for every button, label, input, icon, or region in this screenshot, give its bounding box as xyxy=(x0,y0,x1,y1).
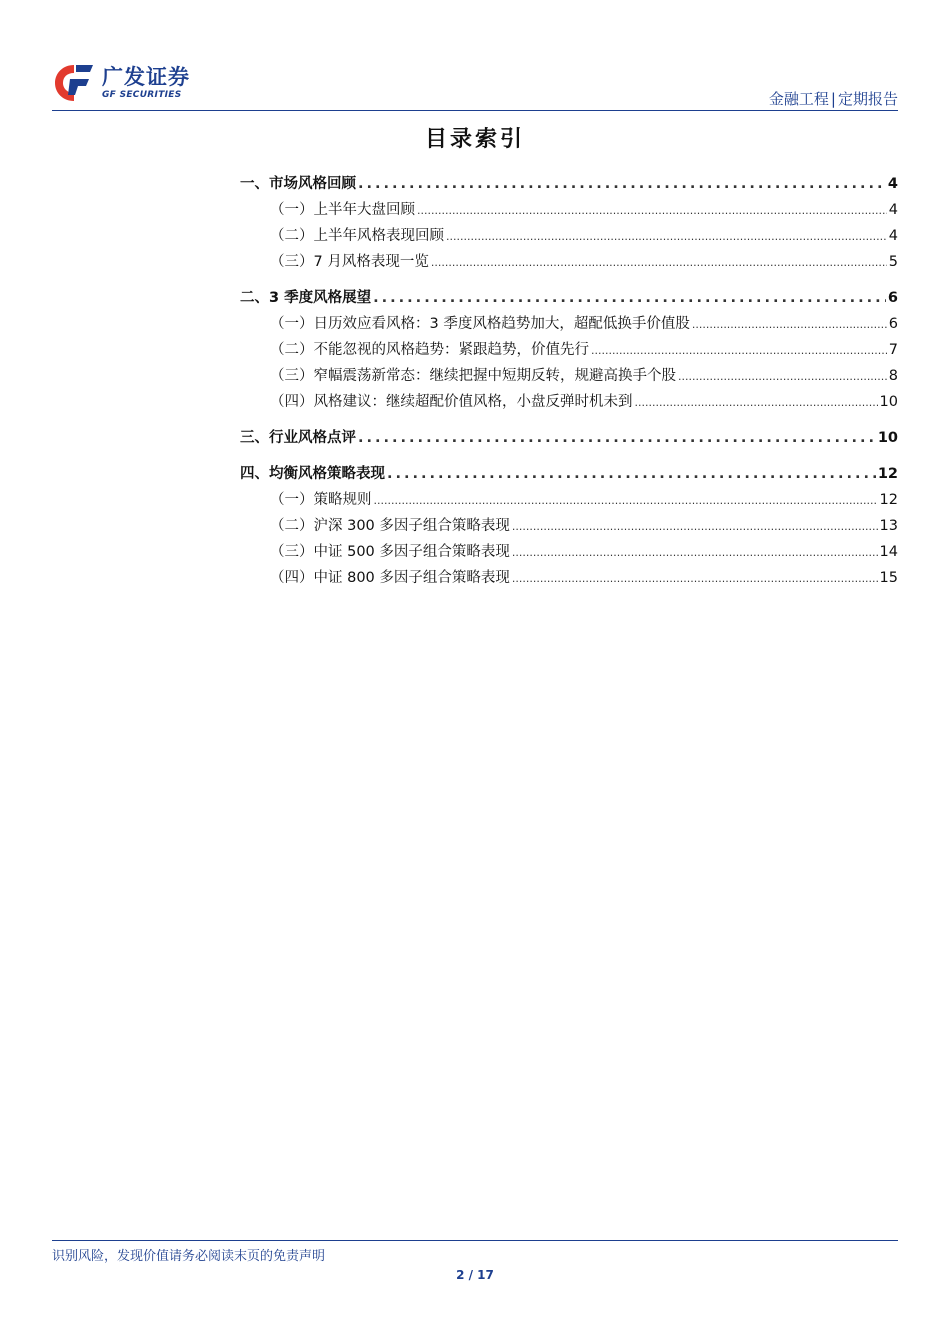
toc-page-number: 7 xyxy=(888,342,898,358)
toc-section-1[interactable] xyxy=(240,172,898,198)
toc-page-number: 8 xyxy=(888,368,898,384)
toc-page-number: 12 xyxy=(879,492,898,508)
toc-section-4[interactable] xyxy=(240,462,898,488)
toc-section-2[interactable] xyxy=(240,286,898,312)
toc-item-1-3[interactable] xyxy=(240,250,898,276)
toc-item-4-3[interactable] xyxy=(240,540,898,566)
dot-leader xyxy=(417,204,887,217)
dot-leader xyxy=(387,466,876,482)
gf-logo-icon xyxy=(52,62,96,104)
dot-leader xyxy=(374,494,878,507)
toc-item-2-4[interactable] xyxy=(240,390,898,416)
dot-leader xyxy=(635,396,878,409)
toc-item-4-2[interactable] xyxy=(240,514,898,540)
dot-leader xyxy=(373,290,886,306)
toc-item-2-2[interactable] xyxy=(240,338,898,364)
footer-disclaimer: 识别风险，发现价值请务必阅读末页的免责声明 xyxy=(52,1249,326,1264)
toc-item-4-4[interactable] xyxy=(240,566,898,592)
page-indicator: 2 / 17 xyxy=(456,1268,494,1282)
toc-item-2-1[interactable] xyxy=(240,312,898,338)
footer-divider xyxy=(52,1240,898,1241)
toc-section-label: 三、行业风格点评 xyxy=(240,430,356,446)
toc-item-label: （三）7 月风格表现一览 xyxy=(270,254,429,270)
header-divider xyxy=(52,110,898,111)
report-category xyxy=(769,88,898,109)
dot-leader xyxy=(358,430,876,446)
company-logo xyxy=(52,62,190,104)
toc-item-2-3[interactable] xyxy=(240,364,898,390)
toc-item-label: （四）中证 800 多因子组合策略表现 xyxy=(270,570,510,586)
toc-section-label: 二、3 季度风格展望 xyxy=(240,290,372,306)
toc-page-number: 12 xyxy=(877,466,898,482)
table-of-contents xyxy=(240,172,898,592)
toc-page-number: 4 xyxy=(888,228,898,244)
report-type-label: 定期报告 xyxy=(837,90,898,108)
dot-leader xyxy=(692,318,887,331)
toc-item-label: （三）窄幅震荡新常态：继续把握中短期反转，规避高换手个股 xyxy=(270,368,676,384)
toc-page-number: 5 xyxy=(888,254,898,270)
toc-item-label: （二）沪深 300 多因子组合策略表现 xyxy=(270,518,510,534)
toc-item-label: （一）上半年大盘回顾 xyxy=(270,202,415,218)
toc-page-number: 6 xyxy=(887,290,898,306)
toc-page-number: 13 xyxy=(879,518,898,534)
toc-item-label: （一）日历效应看风格：3 季度风格趋势加大，超配低换手价值股 xyxy=(270,316,690,332)
header-separator: | xyxy=(830,90,836,108)
department-label: 金融工程 xyxy=(768,90,829,108)
toc-section-3[interactable] xyxy=(240,426,898,452)
toc-item-label: （四）风格建议：继续超配价值风格，小盘反弹时机未到 xyxy=(270,394,633,410)
toc-item-1-2[interactable] xyxy=(240,224,898,250)
dot-leader xyxy=(358,176,886,192)
toc-page-number: 14 xyxy=(879,544,898,560)
toc-section-label: 四、均衡风格策略表现 xyxy=(240,466,385,482)
toc-page-number: 4 xyxy=(888,202,898,218)
dot-leader xyxy=(678,370,887,383)
toc-item-1-1[interactable] xyxy=(240,198,898,224)
dot-leader xyxy=(431,256,887,269)
toc-item-4-1[interactable] xyxy=(240,488,898,514)
toc-page-number: 4 xyxy=(887,176,898,192)
toc-page-number: 10 xyxy=(877,430,898,446)
toc-item-label: （二）不能忽视的风格趋势：紧跟趋势，价值先行 xyxy=(270,342,589,358)
toc-page-number: 6 xyxy=(888,316,898,332)
toc-page-number: 10 xyxy=(879,394,898,410)
logo-english-name: GF SECURITIES xyxy=(102,89,182,100)
toc-item-label: （一）策略规则 xyxy=(270,492,372,508)
dot-leader xyxy=(446,230,887,243)
dot-leader xyxy=(512,520,878,533)
dot-leader xyxy=(512,546,878,559)
toc-item-label: （三）中证 500 多因子组合策略表现 xyxy=(270,544,510,560)
logo-chinese-name: 广发证券 xyxy=(102,64,190,89)
toc-page-number: 15 xyxy=(879,570,898,586)
page-header xyxy=(52,62,898,110)
dot-leader xyxy=(512,572,878,585)
page-title: 目录索引 xyxy=(424,127,525,152)
toc-item-label: （二）上半年风格表现回顾 xyxy=(270,228,444,244)
toc-section-label: 一、市场风格回顾 xyxy=(240,176,356,192)
dot-leader xyxy=(591,344,887,357)
